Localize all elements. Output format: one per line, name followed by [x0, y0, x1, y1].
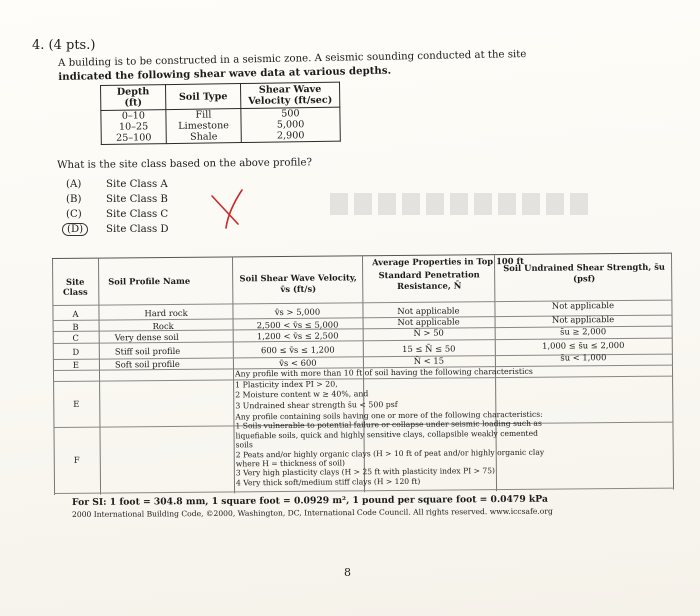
e-notes: [235, 367, 533, 412]
shear-b: 2,500 < v̄s ≤ 5,000: [256, 319, 339, 331]
spt-a: Not applicable: [397, 305, 460, 316]
su-c: s̄u ≥ 2,000: [560, 326, 607, 337]
e-note-line: 2 Moisture content w ≥ 40%, and: [235, 389, 369, 400]
f-note-line: 2 Peats and/or highly organic clays (H > 10 ft of peat and/or highly organic clay: [235, 447, 545, 460]
soil-profile-header: Soil Profile Name: [108, 275, 191, 287]
profile-d: Stiff soil profile: [114, 345, 181, 357]
e-note-line: 3 Undrained shear strength s̄u < 500 psf: [235, 399, 398, 411]
spt-e: N̄ < 15: [413, 355, 445, 366]
depth-header: Depth (ft): [101, 85, 166, 111]
option-letter: (A): [66, 179, 82, 190]
f-note-line: Any profile containing soils having one or more of the following characteristics:: [235, 409, 543, 422]
class-c: C: [72, 332, 79, 343]
class-d: D: [72, 346, 80, 357]
class-f: F: [73, 454, 80, 465]
e-note-line: Any profile with more than 10 ft of soil having the following characteristics: [234, 366, 533, 379]
option-c[interactable]: [66, 209, 168, 220]
class-e: E: [72, 359, 80, 370]
option-text: Site Class A: [106, 179, 168, 190]
site-class-table: [52, 253, 674, 495]
profile-c: Very dense soil: [114, 331, 179, 343]
shear-a: v̄s > 5,000: [274, 306, 321, 318]
soil-cell: Shale: [190, 131, 218, 143]
handwritten-x-mark-icon: [208, 188, 248, 232]
class-a: A: [72, 308, 79, 319]
shear-wave-table: [100, 82, 341, 145]
soil-cell: Limestone: [178, 120, 229, 132]
site-class-header: Site Class: [62, 276, 88, 297]
class-e-note: E: [73, 398, 80, 409]
shear-e: v̄s < 600: [279, 357, 317, 369]
option-text: Site Class D: [106, 224, 169, 235]
spt-b: Not applicable: [397, 316, 460, 327]
option-letter: (B): [66, 194, 82, 205]
f-note-line: 3 Very high plasticity clays (H > 25 ft with plasticity index PI > 75): [235, 466, 496, 478]
soil-cell: Fill: [195, 109, 212, 121]
question-number: 4. (4 pts.): [32, 38, 96, 53]
su-d: 1,000 ≤ s̄u ≤ 2,000: [542, 340, 625, 351]
f-notes: [235, 410, 544, 488]
question-prompt: What is the site class based on the above profile?: [57, 157, 313, 171]
shear-d: 600 ≤ v̄s ≤ 1,200: [260, 344, 335, 356]
f-note-line: 4 Very thick soft/medium stiff clays (H > 120 ft): [235, 476, 421, 488]
shear-c: 1,200 < v̄s ≤ 2,500: [256, 330, 339, 342]
source-citation: 2000 International Building Code, ©2000, Washington, DC, International Code Council. All rights reserved. www.iccsafe.org: [72, 506, 553, 519]
f-note-line: where H = thickness of soil): [235, 458, 345, 469]
e-note-line: 1 Plasticity index PI > 20,: [235, 379, 338, 390]
question-intro: [58, 49, 527, 83]
soil-type-header: Soil Type: [166, 84, 241, 110]
velocity-cell: 2,900: [276, 130, 305, 142]
depth-cell: 25–100: [115, 132, 152, 144]
option-text: Site Class C: [106, 209, 169, 220]
spt-header: Standard Penetration Resistance, N̄: [378, 269, 480, 291]
option-text: Site Class B: [106, 194, 168, 205]
option-a[interactable]: [66, 179, 168, 190]
shear-velocity-header: Soil Shear Wave Velocity, v̄s (ft/s): [239, 272, 357, 295]
velocity-cell: 500: [281, 108, 300, 120]
f-note-line: liquefiable soils, quick and highly sensitive clays, collapsible weakly cemented: [235, 428, 538, 441]
option-letter: (C): [66, 209, 82, 220]
su-e: s̄u < 1,000: [560, 352, 607, 363]
option-letter-circled: (D): [62, 223, 88, 236]
option-d[interactable]: [66, 223, 169, 236]
profile-e: Soft soil profile: [114, 358, 180, 370]
depth-cell: 0–10: [121, 110, 146, 122]
su-a: Not applicable: [551, 300, 615, 311]
profile-a: Hard rock: [144, 307, 188, 319]
f-note-line: 1 Soils vulnerable to potential failure or collapse under seismic loading such as: [235, 419, 542, 431]
page-number: 8: [344, 566, 351, 579]
intro-line-1: A building is to be constructed in a seismic zone. A seismic sounding conducted at the site: [58, 49, 527, 69]
group-header: Average Properties in Top 100 ft: [372, 255, 524, 268]
spt-c: N̄ > 50: [413, 327, 444, 338]
intro-line-2: indicated the following shear wave data at various depths.: [58, 64, 392, 83]
table-row: [101, 107, 340, 144]
f-note-line: soils: [235, 440, 253, 450]
si-conversion-note: For SI: 1 foot = 304.8 mm, 1 square foot = 0.0929 m², 1 pound per square foot = 0.0479 kPa: [72, 493, 548, 508]
option-b[interactable]: [66, 194, 168, 205]
velocity-header: Shear Wave Velocity (ft/sec): [240, 82, 339, 108]
class-b: B: [72, 321, 79, 332]
depth-cell: 10–25: [118, 121, 149, 133]
su-b: Not applicable: [551, 314, 615, 325]
bleed-through-text: [330, 193, 590, 215]
profile-b: Rock: [152, 320, 174, 332]
spt-d: 15 ≤ N̄ ≤ 50: [402, 343, 456, 354]
undrained-strength-header: Soil Undrained Shear Strength, s̄u (psf): [503, 261, 666, 284]
velocity-cell: 5,000: [276, 119, 305, 131]
